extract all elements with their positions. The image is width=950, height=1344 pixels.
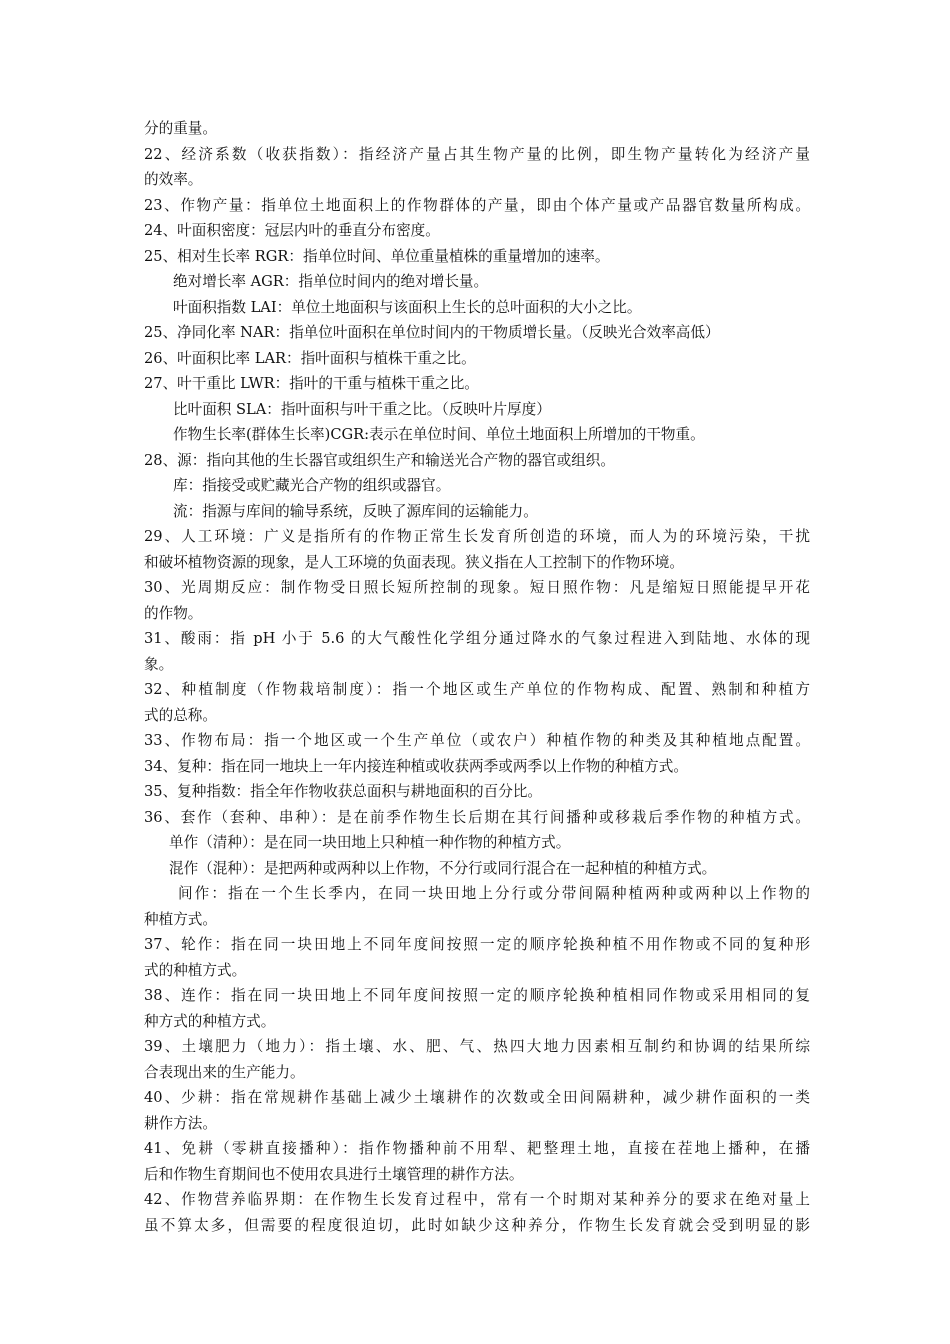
text-line: 库：指接受或贮藏光合产物的组织或器官。: [173, 477, 451, 494]
text-line: 36、套作（套种、串种）：是在前季作物生长后期在其行间播种或移栽后季作物的种植方式。: [144, 808, 810, 826]
text-line: 象。: [144, 655, 174, 673]
text-line: 式的种植方式。: [144, 961, 247, 979]
text-line: 的作物。: [144, 604, 203, 622]
text-line: 33、作物布局：指一个地区或一个生产单位（或农户）种植作物的种类及其种植地点配置。: [144, 732, 810, 749]
text-line: 29、人工环境：广义是指所有的作物正常生长发育所创造的环境，而人为的环境污染，干扰: [144, 528, 810, 545]
text-line: 27、叶干重比 LWR：指叶的干重与植株干重之比。: [144, 375, 479, 392]
text-line: 耕作方法。: [144, 1114, 217, 1132]
text-line: 的效率。: [144, 171, 203, 188]
text-line: 38、连作：指在同一块田地上不同年度间按照一定的顺序轮换种植相同作物或采用相同的复: [144, 987, 810, 1004]
text-line: 34、复种：指在同一地块上一年内接连种植或收获两季或两季以上作物的种植方式。: [144, 757, 688, 775]
text-line: 22、经济系数（收获指数）：指经济产量占其生物产量的比例，即生物产量转化为经济产量: [144, 145, 810, 163]
text-line: 32、种植制度（作物栽培制度）：指一个地区或生产单位的作物构成、配置、熟制和种植方: [144, 681, 810, 698]
text-line: 和破坏植物资源的现象，是人工环境的负面表现。狭义指在人工控制下的作物环境。: [144, 553, 684, 571]
text-line: 25、净同化率 NAR：指单位叶面积在单位时间内的干物质增长量。（反映光合效率高低）: [144, 324, 720, 341]
text-line: 31、酸雨：指 pH 小于 5.6 的大气酸性化学组分通过降水的气象过程进入到陆地、水体的现: [144, 630, 810, 647]
text-line: 40、少耕：指在常规耕作基础上减少土壤耕作的次数或全田间隔耕种，减少耕作面积的一类: [144, 1089, 810, 1106]
text-line: 虽不算太多，但需要的程度很迫切，此时如缺少这种养分，作物生长发育就会受到明显的影: [144, 1216, 810, 1234]
text-line: 流：指源与库间的输导系统，反映了源库间的运输能力。: [173, 502, 538, 520]
text-line: 35、复种指数：指全年作物收获总面积与耕地面积的百分比。: [144, 783, 543, 800]
text-line: 叶面积指数 LAI：单位土地面积与该面积上生长的总叶面积的大小之比。: [173, 298, 642, 316]
text-line: 分的重量。: [144, 120, 217, 137]
text-line: 合表现出来的生产能力。: [144, 1063, 305, 1081]
text-line: 间作：指在一个生长季内，在同一块田地上分行或分带间隔种植两种或两种以上作物的: [178, 885, 810, 902]
text-line: 41、免耕（零耕直接播种）：指作物播种前不用犁、耙整理土地，直接在茬地上播种，在播: [144, 1140, 810, 1157]
text-line: 比叶面积 SLA：指叶面积与叶干重之比。（反映叶片厚度）: [173, 400, 551, 418]
text-line: 混作（混种）：是把两种或两种以上作物，不分行或同行混合在一起种植的种植方式。: [169, 859, 717, 877]
text-line: 42、作物营养临界期：在作物生长发育过程中，常有一个时期对某种养分的要求在绝对量上: [144, 1191, 810, 1208]
text-line: 种植方式。: [144, 910, 217, 928]
text-line: 种方式的种植方式。: [144, 1012, 276, 1030]
text-line: 单作（清种）：是在同一块田地上只种植一种作物的种植方式。: [169, 834, 571, 851]
text-line: 后和作物生育期间也不使用农具进行土壤管理的耕作方法。: [144, 1165, 524, 1183]
text-line: 39、土壤肥力（地力）：指土壤、水、肥、气、热四大地力因素相互制约和协调的结果所综: [144, 1038, 810, 1055]
text-line: 作物生长率(群体生长率)CGR:表示在单位时间、单位土地面积上所增加的干物重。: [173, 426, 705, 443]
text-line: 37、轮作：指在同一块田地上不同年度间按照一定的顺序轮换种植不用作物或不同的复种形: [144, 936, 810, 953]
text-line: 28、源：指向其他的生长器官或组织生产和输送光合产物的器官或组织。: [144, 451, 615, 469]
text-line: 绝对增长率 AGR：指单位时间内的绝对增长量。: [173, 273, 489, 290]
text-line: 25、相对生长率 RGR：指单位时间、单位重量植株的重量增加的速率。: [144, 247, 610, 265]
text-line: 30、光周期反应：制作物受日照长短所控制的现象。短日照作物：凡是缩短日照能提早开花: [144, 579, 810, 596]
text-line: 式的总称。: [144, 706, 217, 724]
document-body: [144, 116, 810, 1238]
text-line: 23、作物产量：指单位土地面积上的作物群体的产量，即由个体产量或产品器官数量所构成。: [144, 196, 810, 214]
text-line: 24、叶面积密度：冠层内叶的垂直分布密度。: [144, 222, 440, 239]
text-line: 26、叶面积比率 LAR：指叶面积与植株干重之比。: [144, 349, 476, 367]
